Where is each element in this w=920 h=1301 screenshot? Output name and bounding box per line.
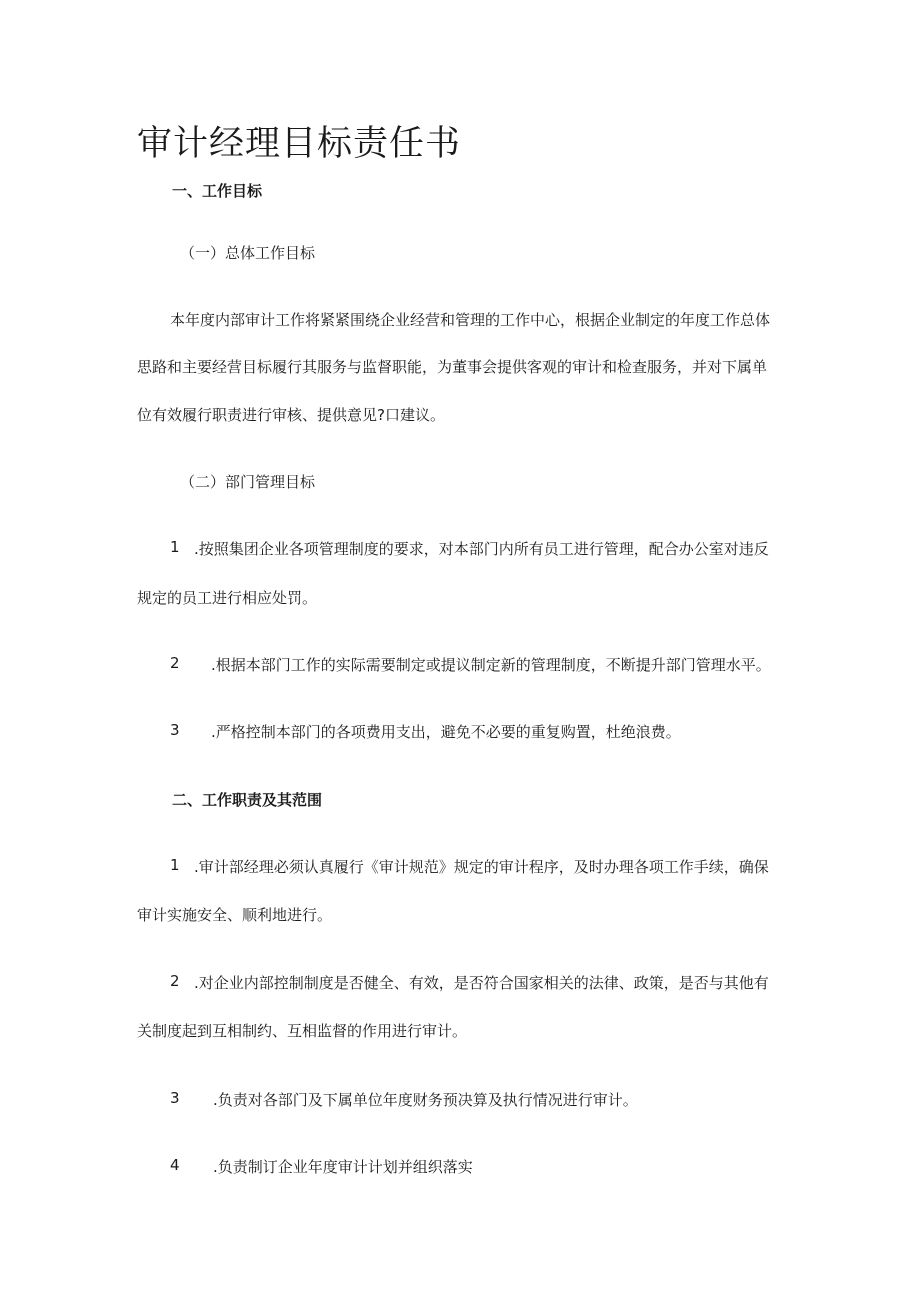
subsection-heading-dept-goals: （二）部门管理目标 (180, 473, 316, 491)
section-heading-work-goals: 一、工作目标 (172, 182, 263, 200)
list-item-line: .审计部经理必须认真履行《审计规范》规定的审计程序，及时办理各项工作手续，确保 (194, 858, 769, 876)
list-item-line: .负责对各部门及下属单位年度财务预决算及执行情况进行审计。 (213, 1091, 638, 1109)
document-title: 审计经理目标责任书 (137, 124, 462, 164)
list-item-number: 4 (170, 1156, 180, 1174)
section-heading-duties: 二、工作职责及其范围 (172, 791, 323, 809)
list-item-line: 规定的员工进行相应处罚。 (137, 589, 318, 607)
paragraph-line: 位有效履行职责进行审核、提供意见?口建议。 (137, 406, 445, 424)
list-item-line: .根据本部门工作的实际需要制定或提议制定新的管理制度，不断提升部门管理水平。 (211, 656, 771, 674)
list-item-number: 2 (170, 654, 180, 672)
list-item-line: 审计实施安全、顺利地进行。 (137, 906, 333, 924)
list-item-line: .严格控制本部门的各项费用支出，避免不必要的重复购置，杜绝浪费。 (211, 723, 681, 741)
list-item-line: 关制度起到互相制约、互相监督的作用进行审计。 (137, 1022, 468, 1040)
list-item-line: .对企业内部控制制度是否健全、有效，是否符合国家相关的法律、政策，是否与其他有 (194, 974, 769, 992)
list-item-line: .负责制订企业年度审计计划并组织落实 (213, 1158, 473, 1176)
list-item-number: 3 (170, 1089, 180, 1107)
list-item-number: 3 (170, 721, 180, 739)
list-item-number: 1 (170, 538, 180, 556)
paragraph-line: 思路和主要经营目标履行其服务与监督职能，为董事会提供客观的审计和检查服务，并对下属单 (137, 358, 768, 376)
list-item-number: 2 (170, 972, 180, 990)
paragraph-line: 本年度内部审计工作将紧紧围绕企业经营和管理的工作中心，根据企业制定的年度工作总体 (170, 311, 771, 329)
list-item-line: .按照集团企业各项管理制度的要求，对本部门内所有员工进行管理，配合办公室对违反 (194, 540, 769, 558)
subsection-heading-overall-goals: （一）总体工作目标 (180, 244, 316, 262)
list-item-number: 1 (170, 856, 180, 874)
